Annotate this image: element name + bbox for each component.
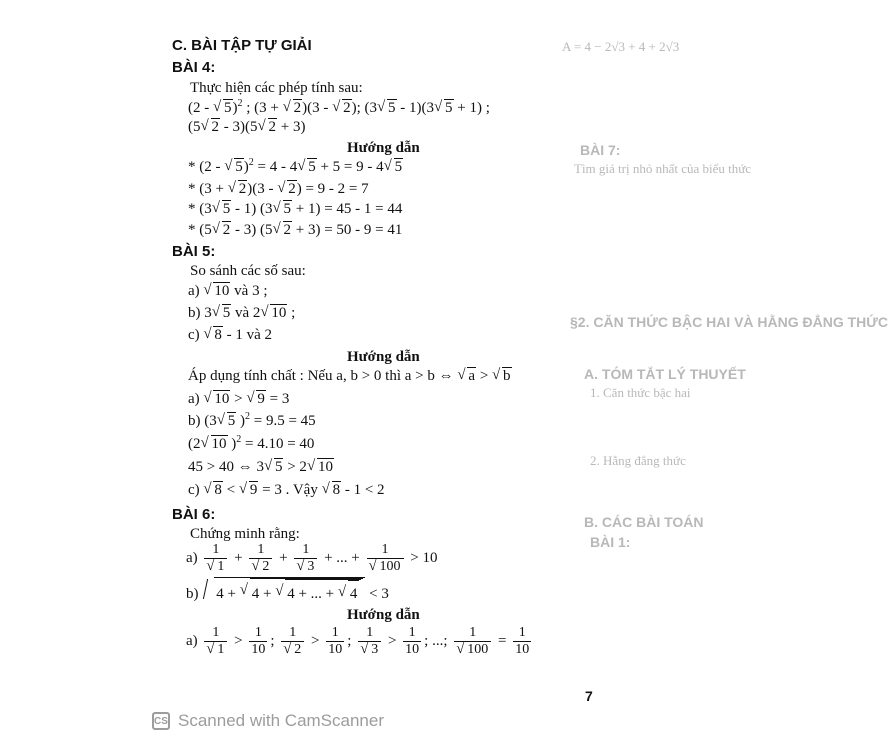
scanner-watermark [152, 710, 384, 732]
ghost-line: BÀI 7: [580, 142, 621, 158]
bai5-title: BÀI 5: [172, 243, 216, 260]
bai5-hint-heading: Hướng dẫn [347, 349, 420, 365]
ghost-line: A. TÓM TẮT LÝ THUYẾT [584, 366, 746, 382]
bai5-answer: c) √ 8 < √ 9 = 3 . Vậy √ 8 - 1 < 2 [188, 481, 385, 499]
ghost-line: A = 4 − 2√3 + 4 + 2√3 [562, 39, 680, 54]
bai4-answer: * (2 - √ 5)$^2$ = 4 - 4√ 5 + 5 = 9 - 4√ 5 [188, 158, 403, 176]
bai4-answer: * (5√ 2 - 3) (5√ 2 + 3) = 50 - 9 = 41 [188, 221, 402, 239]
bai5-item-c: c) √ 8 - 1 và 2 [188, 326, 272, 344]
bai5-prompt: So sánh các số sau: [190, 263, 306, 279]
ghost-line: BÀI 1: [590, 534, 631, 550]
property-text: Áp dụng tính chất : Nếu a, b > 0 thì a > b ⇔ [188, 368, 454, 384]
bai4-answer: * (3 + √ 2)(3 - √ 2) = 9 - 2 = 7 [188, 180, 369, 198]
ghost-line: B. CÁC BÀI TOÁN [584, 514, 704, 530]
bai6-hint-heading: Hướng dẫn [347, 607, 420, 623]
answer-text: . Vậy [285, 482, 318, 498]
bai5-answer: (2√ 10 )$^2$ = 4.10 = 40 [188, 435, 314, 453]
section-title: C. BÀI TẬP TỰ GIẢI [172, 37, 312, 54]
bai6-item-a: a) 1 √ 1 + 1 √ 2 + 1 √ 3 + ... + 1 √ 100 > 10 [186, 538, 437, 578]
bai5-item-a: a) √ 10 và 3 ; [188, 282, 267, 300]
bai4-expressions-line2: (5√ 2 - 3)(5√ 2 + 3) [188, 118, 305, 136]
bai5-answer: a) √ 10 > √ 9 = 3 [188, 390, 289, 408]
bai4-hint-heading: Hướng dẫn [347, 140, 420, 156]
bai6-title: BÀI 6: [172, 506, 216, 523]
bai5-item-b: b) 3√ 5 và 2√ 10 ; [188, 304, 295, 322]
bai6-item-b: b) 4 + √ 4 + √ 4 + ... + √ 4 < 3 [186, 577, 389, 607]
bai4-answer: * (3√ 5 - 1) (3√ 5 + 1) = 45 - 1 = 44 [188, 200, 402, 218]
camscanner-logo-icon: CS [152, 712, 170, 730]
bai4-title: BÀI 4: [172, 59, 216, 76]
bai6-prompt: Chứng minh rằng: [190, 526, 300, 542]
bleed-through-text [560, 30, 888, 650]
bai4-prompt: Thực hiện các phép tính sau: [190, 80, 363, 96]
bai6-answer-a: a) 1 √ 1 > $\frac{1}{10}$ ; 1 √ 2 > $\frac{1}{10}$ ; 1 √ 3 > $\frac{1}{10}$ ; ...; 1 √ 100 = $\frac{1}{10}$ [186, 620, 534, 662]
ghost-line: 2. Hằng đẳng thức [590, 453, 686, 468]
bai5-property: Áp dụng tính chất : Nếu a, b > 0 thì a > b ⇔ √ a > √ b [188, 367, 512, 385]
ghost-line: 1. Căn thức bậc hai [590, 385, 691, 400]
bai5-answer: b) (3√ 5 )$^2$ = 9.5 = 45 [188, 412, 316, 430]
bai4-expressions-line1: (2 - √ 5)$^2$ ; (3 + √ 2)(3 - √ 2); (3√ 5 - 1)(3√ 5 + 1) ; [188, 99, 490, 117]
scanner-text: Scanned with CamScanner [178, 711, 385, 730]
page-number: 7 [585, 688, 593, 704]
ghost-line: §2. CĂN THỨC BẬC HAI VÀ HẰNG ĐẲNG THỨC [570, 314, 888, 330]
bai5-answer: 45 > 40 ⇔ 3√ 5 > 2√ 10 [188, 458, 334, 476]
ghost-line: Tìm giá trị nhỏ nhất của biểu thức [574, 161, 752, 176]
